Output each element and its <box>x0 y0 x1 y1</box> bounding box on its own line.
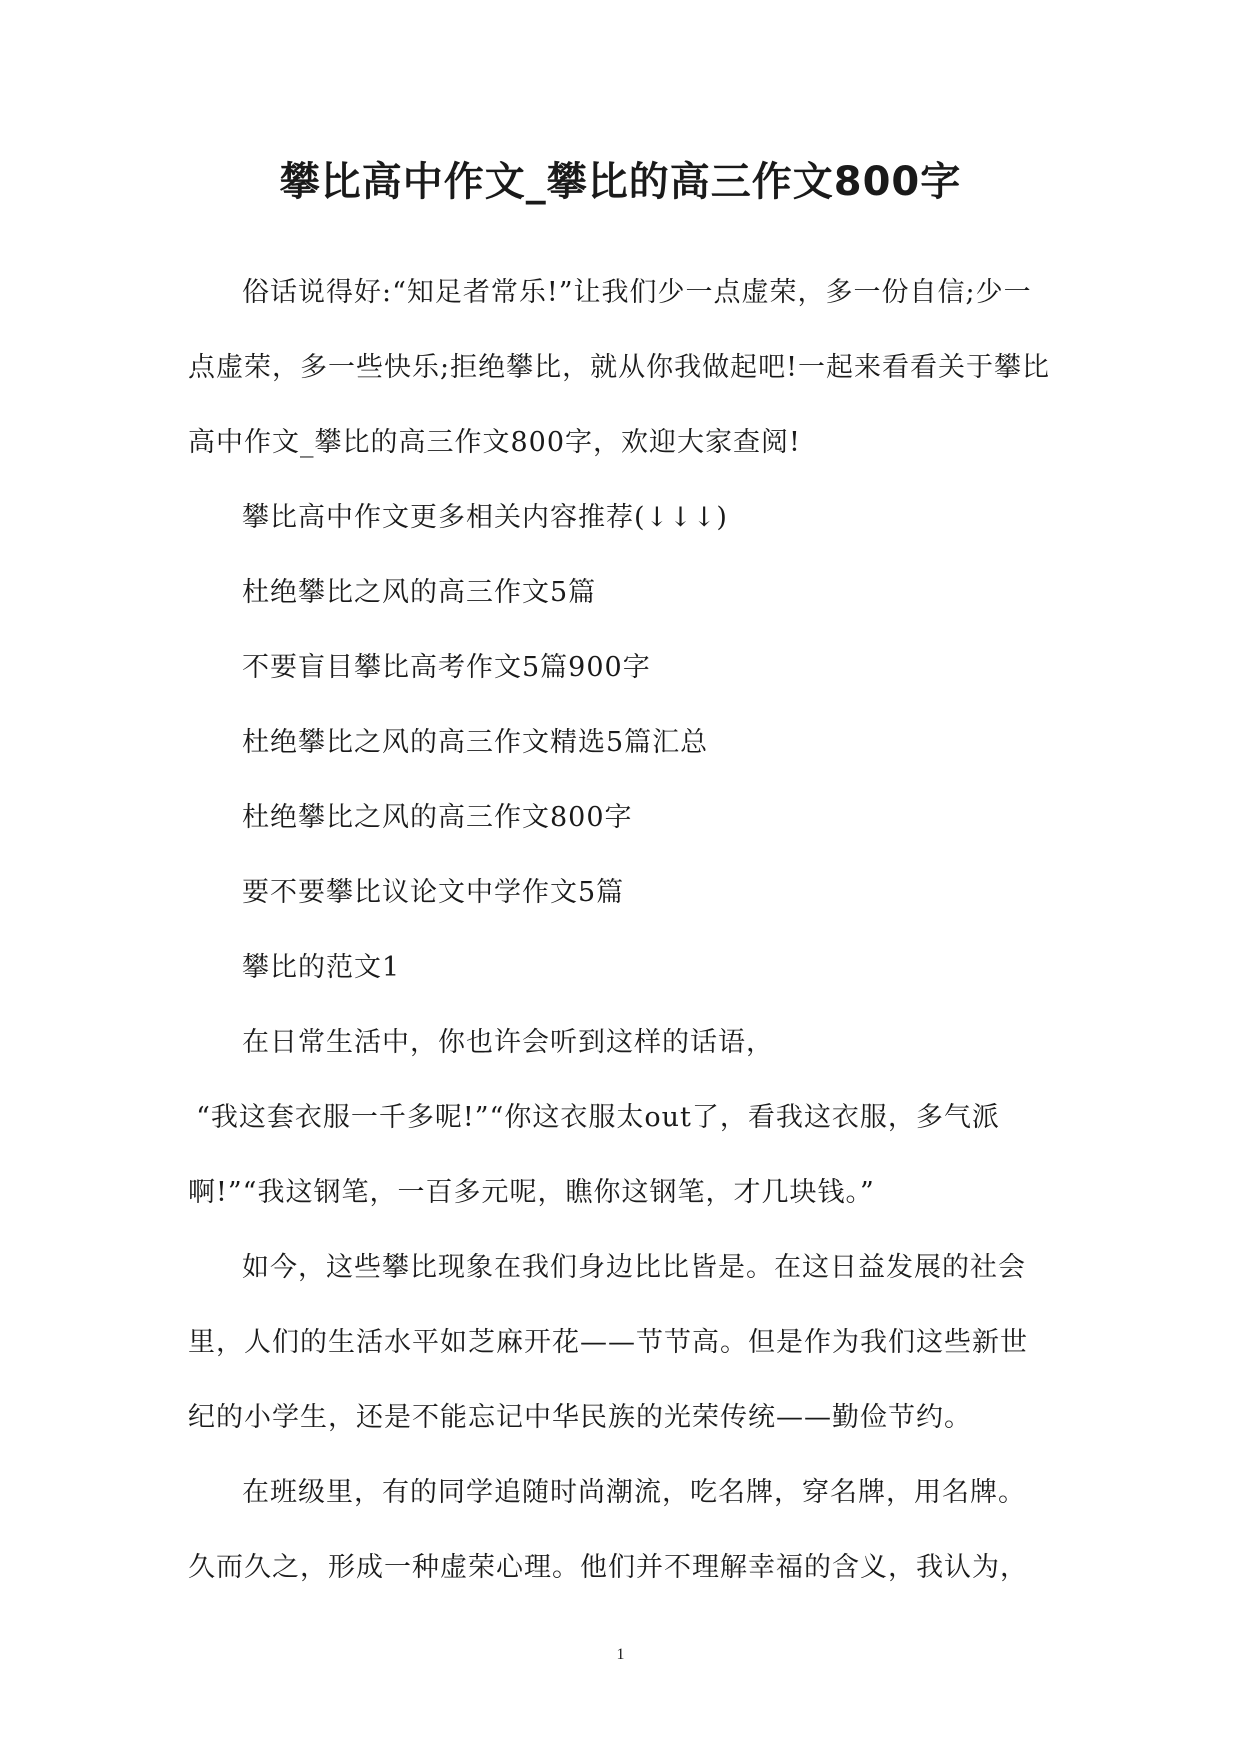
body-paragraph: 在日常生活中，你也许会听到这样的话语， <box>242 1027 774 1058</box>
recommend-item: 杜绝攀比之风的高三作文800字 <box>242 802 633 833</box>
recommend-item: 不要盲目攀比高考作文5篇900字 <box>242 652 651 683</box>
recommend-item: 要不要攀比议论文中学作文5篇 <box>242 877 625 908</box>
body-paragraph: 在班级里，有的同学追随时尚潮流，吃名牌，穿名牌，用名牌。久而久之，形成一种虚荣心理。他们并不理解幸福的含义，我认为， <box>188 1477 1028 1583</box>
recommend-heading: 攀比高中作文更多相关内容推荐(↓↓↓) <box>242 502 728 533</box>
document-body <box>188 255 1050 1605</box>
quote-paragraph: “我这套衣服一千多呢!”“你这衣服太out了，看我这衣服，多气派啊!”“我这钢笔，一百多元呢，瞧你这钢笔，才几块钱。” <box>188 1102 1000 1208</box>
body-paragraph: 如今，这些攀比现象在我们身边比比皆是。在这日益发展的社会里，人们的生活水平如芝麻开花——节节高。但是作为我们这些新世纪的小学生，还是不能忘记中华民族的光荣传统——勤俭节约。 <box>188 1252 1028 1433</box>
page-number: 1 <box>616 1646 625 1663</box>
intro-paragraph: 俗话说得好:“知足者常乐!”让我们少一点虚荣，多一份自信;少一点虚荣，多一些快乐;拒绝攀比，就从你我做起吧!一起来看看关于攀比高中作文_攀比的高三作文800字，欢迎大家查阅! <box>188 277 1050 458</box>
section-heading: 攀比的范文1 <box>242 952 401 983</box>
document-title: 攀比高中作文_攀比的高三作文800字 <box>279 159 962 205</box>
recommend-item: 杜绝攀比之风的高三作文精选5篇汇总 <box>242 727 709 758</box>
recommend-item: 杜绝攀比之风的高三作文5篇 <box>242 577 597 608</box>
